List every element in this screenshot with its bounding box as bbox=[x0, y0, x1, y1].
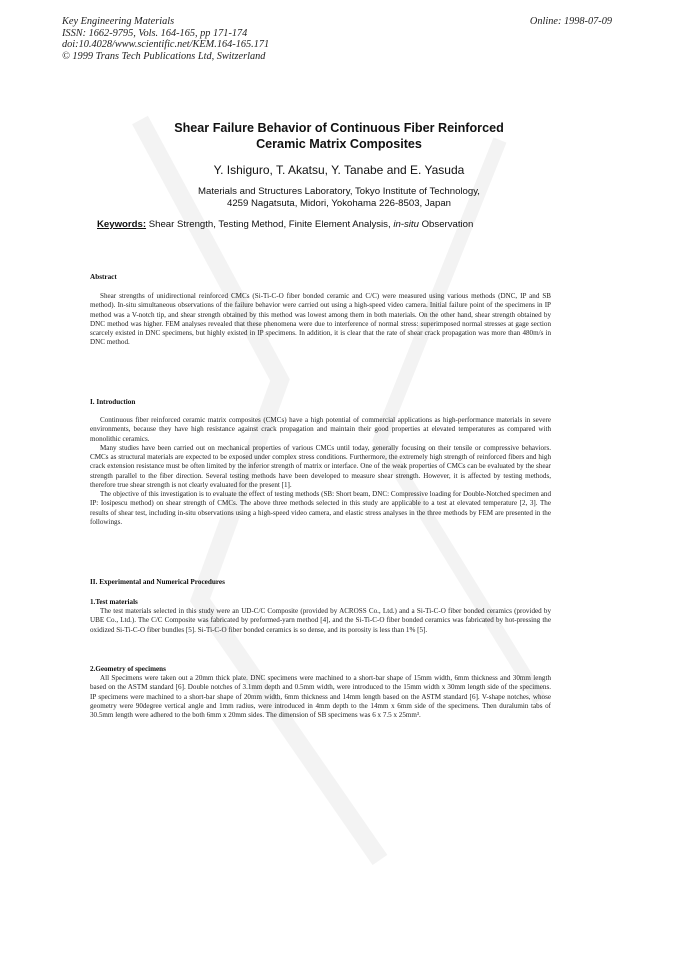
geometry-heading: 2.Geometry of specimens bbox=[90, 665, 166, 673]
introduction-heading: I. Introduction bbox=[90, 398, 136, 406]
online-date: Online: 1998-07-09 bbox=[529, 16, 612, 27]
intro-paragraph-3: The objective of this investigation is to evaluate the effect of testing methods (SB: Short beam, DNC: Compressive loading for Double-Notched specimen and IP: Iosipescu method) on shear strength of CMCs. The above three methods selected in this study are applicable to a test at elevated temperature [2, 3]. The results of shear test, including in-situ observations using a high-speed video camera, and elastic stress analyses in the three methods by FEM are presented in the followings. bbox=[90, 490, 551, 526]
abstract-body bbox=[90, 292, 551, 348]
abstract-paragraph: Shear strengths of unidirectional reinforced CMCs (Si-Ti-C-O fiber bonded ceramic and C/C) were measured using various methods (DNC, IP and SB method). In-situ simultaneous observations of the failure behavior were carried out using a high-speed video camera. Initial failure point of the specimens in IP method was a V-notch tip, and shear strength obtained by this method was lowest among them in both materials. On the other hand, shear strength obtained by DNC method was higher. FEM analyses revealed that these phenomena were due to interference of normal stress: superimposed normal stresses at gage section scarcely existed in DNC specimens, but highly existed in IP specimens. In addition, it is clear that the rate of shear crack propagation was more than 480m/s in DNC method. bbox=[90, 292, 551, 347]
copyright-line: © 1999 Trans Tech Publications Ltd, Switzerland bbox=[62, 50, 266, 62]
abstract-heading: Abstract bbox=[90, 273, 117, 281]
affiliation-line-1: Materials and Structures Laboratory, Tokyo Institute of Technology, bbox=[198, 186, 480, 197]
title-line-1: Shear Failure Behavior of Continuous Fiber Reinforced bbox=[174, 121, 504, 135]
affiliation-line-2: 4259 Nagatsuta, Midori, Yokohama 226-8503, Japan bbox=[226, 198, 451, 210]
journal-header bbox=[62, 16, 269, 62]
affiliation bbox=[0, 186, 678, 210]
author-list: Y. Ishiguro, T. Akatsu, Y. Tanabe and E. Yasuda bbox=[213, 163, 465, 177]
test-materials-heading: 1.Test materials bbox=[90, 598, 138, 606]
title-block bbox=[0, 121, 678, 210]
keywords bbox=[97, 219, 607, 230]
paper-title bbox=[0, 121, 678, 152]
doi-line: doi:10.4028/www.scientific.net/KEM.164-165.171 bbox=[62, 39, 270, 51]
issn-line: ISSN: 1662-9795, Vols. 164-165, pp 171-174 bbox=[62, 27, 248, 39]
keywords-tail: Observation bbox=[421, 219, 474, 230]
keywords-text: Shear Strength, Testing Method, Finite Element Analysis, bbox=[148, 219, 391, 230]
keywords-italic: in-situ bbox=[393, 219, 419, 230]
geometry-paragraph: All Specimens were taken out a 20mm thick plate. DNC specimens were machined to a short-bar shape of 15mm width, 6mm thickness and 30mm length based on the ASTM standard [6]. Double notches of 3.1mm depth and 0.5mm width, were introduced to the 15mm width x 30mm length side of the specimens. IP specimens were machined to a short-bar shape of 20mm width, 6mm thickness and 14mm length based on the ASTM standard [6]. V-shape notches, whose geometry were 90degree vertical angle and 1mm radius, were introduced in 4mm depth to the 14mm x 6mm side of the specimens. Then duralumin tabs of 30.5mm length were adhered to the both 6mm x 20mm sides. The dimension of SB specimens was 6 x 7.5 x 25mm³. bbox=[90, 674, 551, 719]
section-2-heading: II. Experimental and Numerical Procedures bbox=[90, 578, 225, 586]
test-materials-paragraph: The test materials selected in this study were an UD-C/C Composite (provided by ACROSS Co., Ltd.) and a Si-Ti-C-O fiber bonded ceramics (provided by UBE Co., Ltd.). The C/C Composite was fabricated by preformed-yarn method [4], and the Si-Ti-C-O fiber bonded ceramics was fabricated by hot-pressing the oxidized Si-Ti-C-O fiber bundles [5]. Si-Ti-C-O fiber bonded ceramics is so dense, and its porosity is less than 1% [5]. bbox=[90, 607, 551, 634]
geometry-body bbox=[90, 674, 551, 720]
intro-paragraph-1: Continuous fiber reinforced ceramic matrix composites (CMCs) have a high potential of commercial applications as high-performance materials in severe environments, because they have high resistance against crack propagation and maintain their good properties at elevated temperatures as compared with monolithic ceramics. bbox=[90, 416, 551, 443]
title-line-2: Ceramic Matrix Composites bbox=[256, 136, 422, 151]
keywords-label: Keywords: bbox=[97, 219, 147, 230]
intro-paragraph-2: Many studies have been carried out on mechanical properties of various CMCs until today, generally focusing on their tensile or compressive behaviors. CMCs as structural materials are expected to be exposed under complex stress conditions. Furthermore, the extremely high strength of reinforced fibers and high crack extension resistance must be often limited by the inferior strength of matrix or interface. One of the weak properties of CMCs can be evaluated by the shear strength parallel to the fiber direction. Several testing methods have been developed to measure shear strength. However, it is affected by testing methods, therefore true shear strength is not clearly evaluated for the present [1]. bbox=[90, 443, 551, 489]
journal-name: Key Engineering Materials bbox=[62, 16, 175, 27]
test-materials-body bbox=[90, 607, 551, 635]
introduction-body bbox=[90, 416, 551, 527]
